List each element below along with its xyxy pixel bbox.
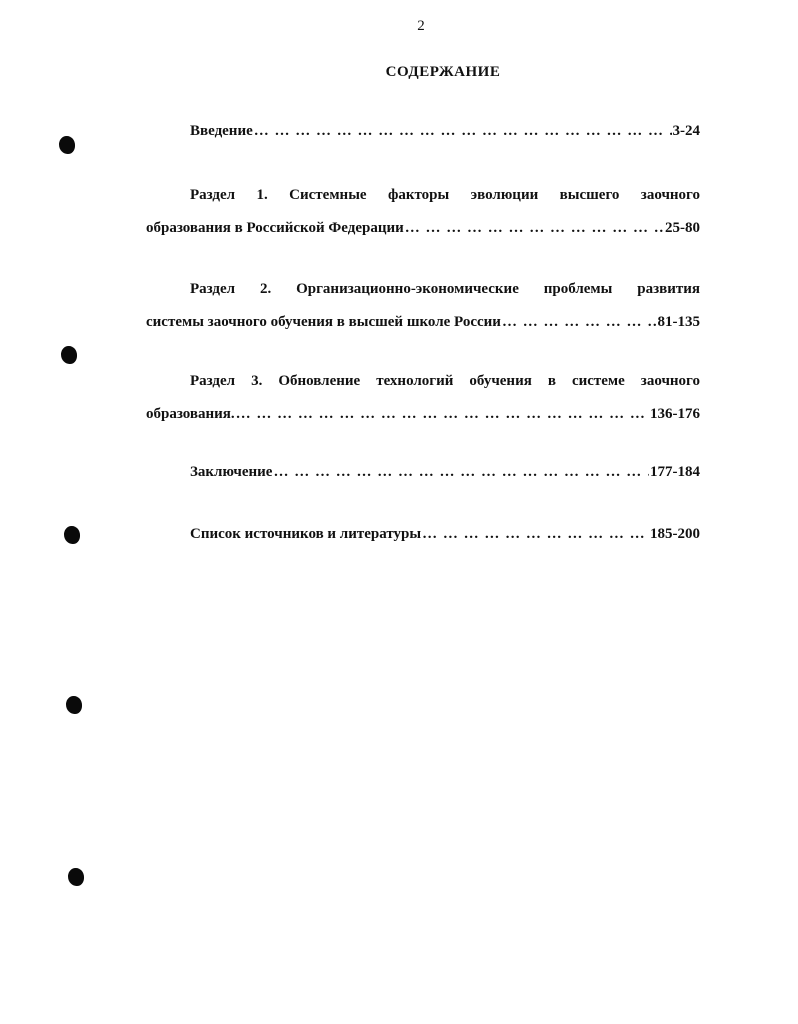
dot-leader bbox=[273, 462, 649, 482]
punch-hole-5 bbox=[68, 868, 84, 886]
toc-line bbox=[146, 185, 700, 218]
toc-line bbox=[146, 371, 700, 404]
toc-entry-text: Раздел 2. Организационно-экономические проблемы развития bbox=[190, 281, 700, 297]
dot-leader bbox=[254, 121, 672, 141]
punch-hole-1 bbox=[59, 136, 75, 154]
page-number: 2 bbox=[417, 18, 425, 34]
toc-line bbox=[146, 279, 700, 312]
dot-leader bbox=[405, 218, 664, 238]
toc-entry-pages: 25-80 bbox=[665, 220, 700, 236]
dot-leader bbox=[422, 524, 649, 544]
toc-entry-introduction bbox=[146, 121, 700, 154]
toc-entry-text: системы заочного обучения в высшей школе России bbox=[146, 314, 501, 330]
punch-hole-3 bbox=[64, 526, 80, 544]
toc-entry-text: Раздел 3. Обновление технологий обучения в системе заочного bbox=[190, 373, 700, 389]
punch-hole-4 bbox=[66, 696, 82, 714]
toc-line bbox=[146, 121, 700, 154]
toc-line bbox=[146, 312, 700, 345]
toc-entry-text: образования в Российской Федерации bbox=[146, 220, 404, 236]
toc-entry-pages: 185-200 bbox=[650, 526, 700, 542]
toc-entry-conclusion bbox=[146, 462, 700, 495]
dot-leader bbox=[502, 312, 657, 332]
punch-hole-2 bbox=[61, 346, 77, 364]
dot-leader bbox=[236, 404, 649, 424]
toc-entry-text: Заключение bbox=[190, 464, 273, 480]
toc-entry-text: Раздел 1. Системные факторы эволюции высшего заочного bbox=[190, 187, 700, 203]
toc-line bbox=[146, 218, 700, 251]
toc-entry-section-1 bbox=[146, 185, 700, 251]
toc-entry-pages: 3-24 bbox=[672, 123, 700, 139]
toc-entry-references bbox=[146, 524, 700, 557]
toc-line bbox=[146, 524, 700, 557]
toc-entry-text: Введение bbox=[190, 123, 253, 139]
toc-entry-section-3 bbox=[146, 371, 700, 437]
toc-entry-text: Список источников и литературы bbox=[190, 526, 422, 542]
toc-title: СОДЕРЖАНИЕ bbox=[385, 64, 501, 80]
toc-entry-section-2 bbox=[146, 279, 700, 345]
toc-entry-pages: 81-135 bbox=[657, 314, 700, 330]
toc-entry-pages: 177-184 bbox=[650, 464, 700, 480]
toc-entry-pages: 136-176 bbox=[650, 406, 700, 422]
toc-entry-text: образования. bbox=[146, 406, 235, 422]
toc-line bbox=[146, 404, 700, 437]
toc-line bbox=[146, 462, 700, 495]
